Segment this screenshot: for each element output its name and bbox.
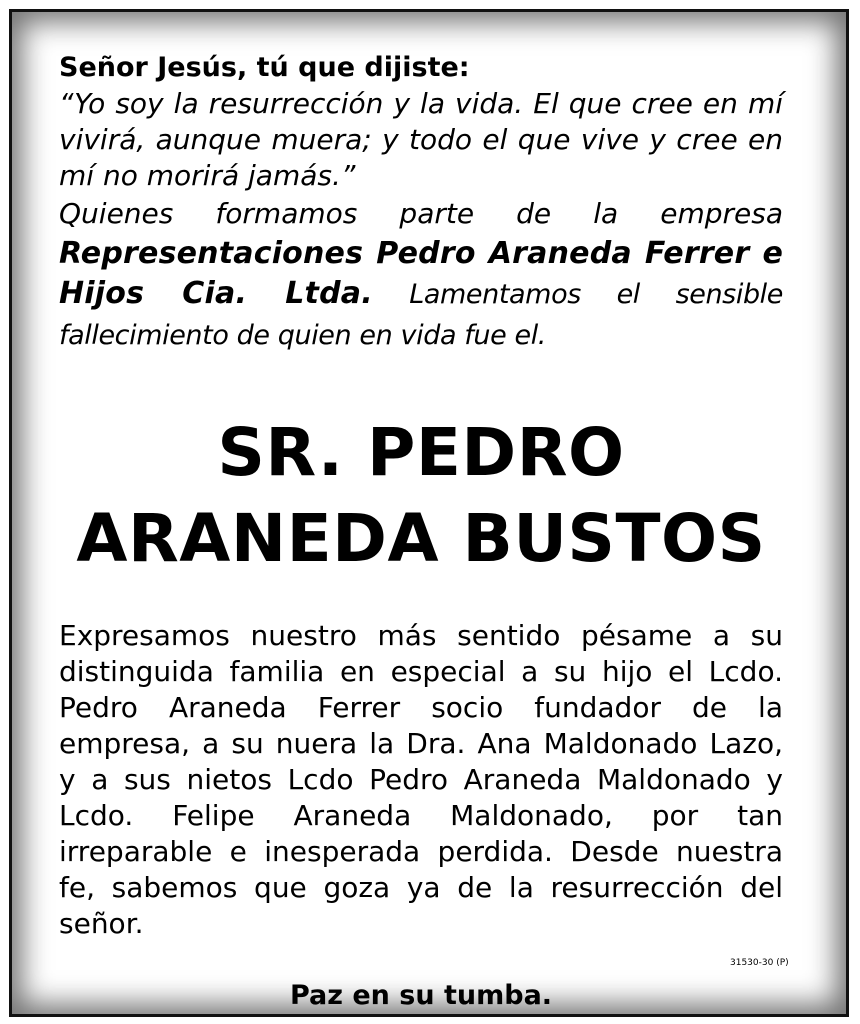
intro-heading: Señor Jesús, tú que dijiste: — [59, 52, 470, 83]
deceased-name-line1: SR. PEDRO — [217, 414, 625, 491]
reference-code: 31530-30 (P) — [730, 958, 789, 968]
deceased-name-line2: ARANEDA BUSTOS — [76, 500, 766, 577]
scripture-quote: “Yo soy la resurrección y la vida. El que cree en mí vivirá, aunque muera; y todo el que vive y cree en mí no morirá jamás.” — [59, 87, 783, 192]
closing-line: Paz en su tumba. — [289, 980, 553, 1011]
company-name: Representaciones Pedro Araneda Ferrer e Hijos Cia. Ltda. — [59, 236, 783, 311]
company-intro: Quienes formamos parte de la empresa — [59, 197, 783, 230]
obituary-notice — [59, 50, 783, 1014]
lament-text: Lamentamos el sensible fallecimiento de quien en vida fue el. — [59, 279, 783, 351]
deceased-name — [59, 410, 783, 582]
company-paragraph — [59, 194, 783, 356]
condolence-text: Expresamos nuestro más sentido pésame a su distinguida familia en especial a su hijo el Lcdo. Pedro Araneda Ferrer socio fundador de la empresa, a su nuera la Dra. Ana Maldonado Lazo, y a sus nietos Lcdo Pedro Araneda Maldonado y Lcdo. Felipe Araneda Maldonado, por tan irreparable e inesperada perdida. Desde nuestra fe, sabemos que goza ya de la resurrección del señor. — [59, 619, 783, 940]
